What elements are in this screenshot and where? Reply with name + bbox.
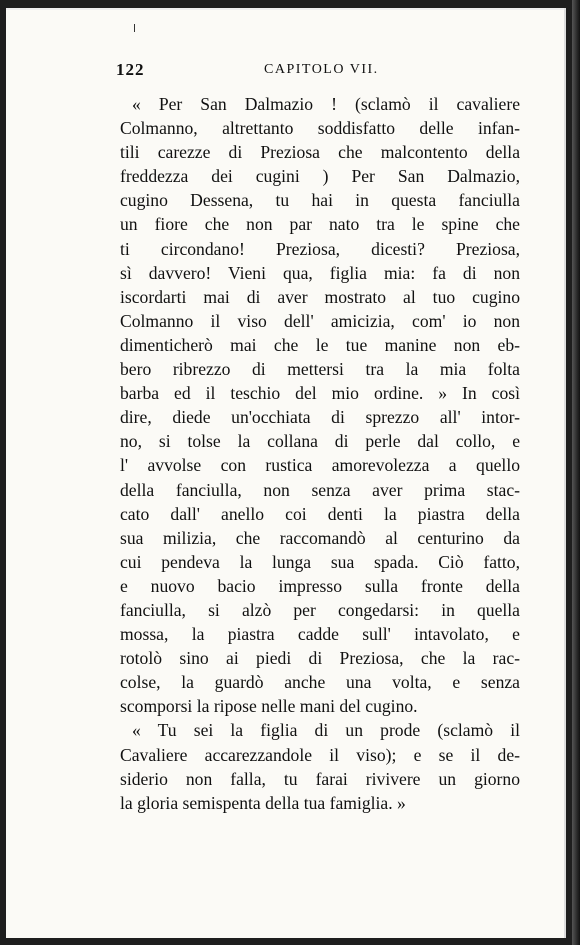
ink-mark bbox=[134, 24, 135, 32]
running-head: CAPITOLO VII. bbox=[264, 62, 379, 77]
text-line: bero ribrezzo di mettersi tra la mia folta bbox=[120, 359, 520, 380]
text-line: sì davvero! Vieni qua, figlia mia: fa di non bbox=[120, 262, 520, 283]
text-line: siderio non falla, tu farai rivivere un giorno bbox=[120, 768, 520, 789]
body-text bbox=[120, 92, 520, 815]
page-header bbox=[116, 60, 516, 84]
text-line: della fanciulla, non senza aver prima stac- bbox=[120, 479, 520, 500]
text-line: e nuovo bacio impresso sulla fronte della bbox=[120, 575, 520, 596]
text-line: rotolò sino ai piedi di Preziosa, che la rac- bbox=[120, 648, 520, 669]
text-line: fanciulla, si alzò per congedarsi: in quella bbox=[120, 599, 520, 620]
text-line: tili carezze di Preziosa che malcontento della bbox=[120, 142, 520, 163]
text-line: la gloria semispenta della tua famiglia. » bbox=[120, 792, 406, 813]
text-line: l' avvolse con rustica amorevolezza a quello bbox=[120, 455, 520, 476]
text-line: ti circondano! Preziosa, dicesti? Preziosa, bbox=[120, 238, 520, 259]
book-page bbox=[6, 8, 566, 938]
text-line: barba ed il teschio del mio ordine. » In così bbox=[120, 383, 520, 404]
text-line: Cavaliere accarezzandole il viso); e se il de- bbox=[120, 744, 520, 765]
text-line: cui pendeva la lunga sua spada. Ciò fatto, bbox=[120, 551, 520, 572]
text-line: « Tu sei la figlia di un prode (sclamò il bbox=[132, 720, 520, 741]
text-line: cugino Dessena, tu hai in questa fanciulla bbox=[120, 190, 520, 211]
text-line: freddezza dei cugini ) Per San Dalmazio, bbox=[120, 166, 520, 187]
text-line: scomporsi la ripose nelle mani del cugino. bbox=[120, 696, 418, 717]
text-line: cato dall' anello coi denti la piastra della bbox=[120, 503, 520, 524]
text-line: Colmanno, altrettanto soddisfatto delle infan- bbox=[120, 118, 520, 139]
page-number: 122 bbox=[116, 60, 145, 79]
book-spine bbox=[572, 0, 580, 945]
text-line: sua milizia, che raccomandò al centurino da bbox=[120, 527, 520, 548]
text-line: dimenticherò mai che le tue manine non eb- bbox=[120, 334, 520, 355]
text-line: un fiore che non par nato tra le spine che bbox=[120, 214, 520, 235]
text-line: colse, la guardò anche una volta, e senza bbox=[120, 672, 520, 693]
text-line: iscordarti mai di aver mostrato al tuo cugino bbox=[120, 286, 520, 307]
text-line: mossa, la piastra cadde sull' intavolato, e bbox=[120, 624, 520, 645]
text-line: no, si tolse la collana di perle dal collo, e bbox=[120, 431, 520, 452]
text-line: « Per San Dalmazio ! (sclamò il cavaliere bbox=[132, 94, 520, 114]
text-line: Colmanno il viso dell' amicizia, com' io non bbox=[120, 310, 520, 331]
text-line: dire, diede un'occhiata di sprezzo all' intor- bbox=[120, 407, 520, 428]
